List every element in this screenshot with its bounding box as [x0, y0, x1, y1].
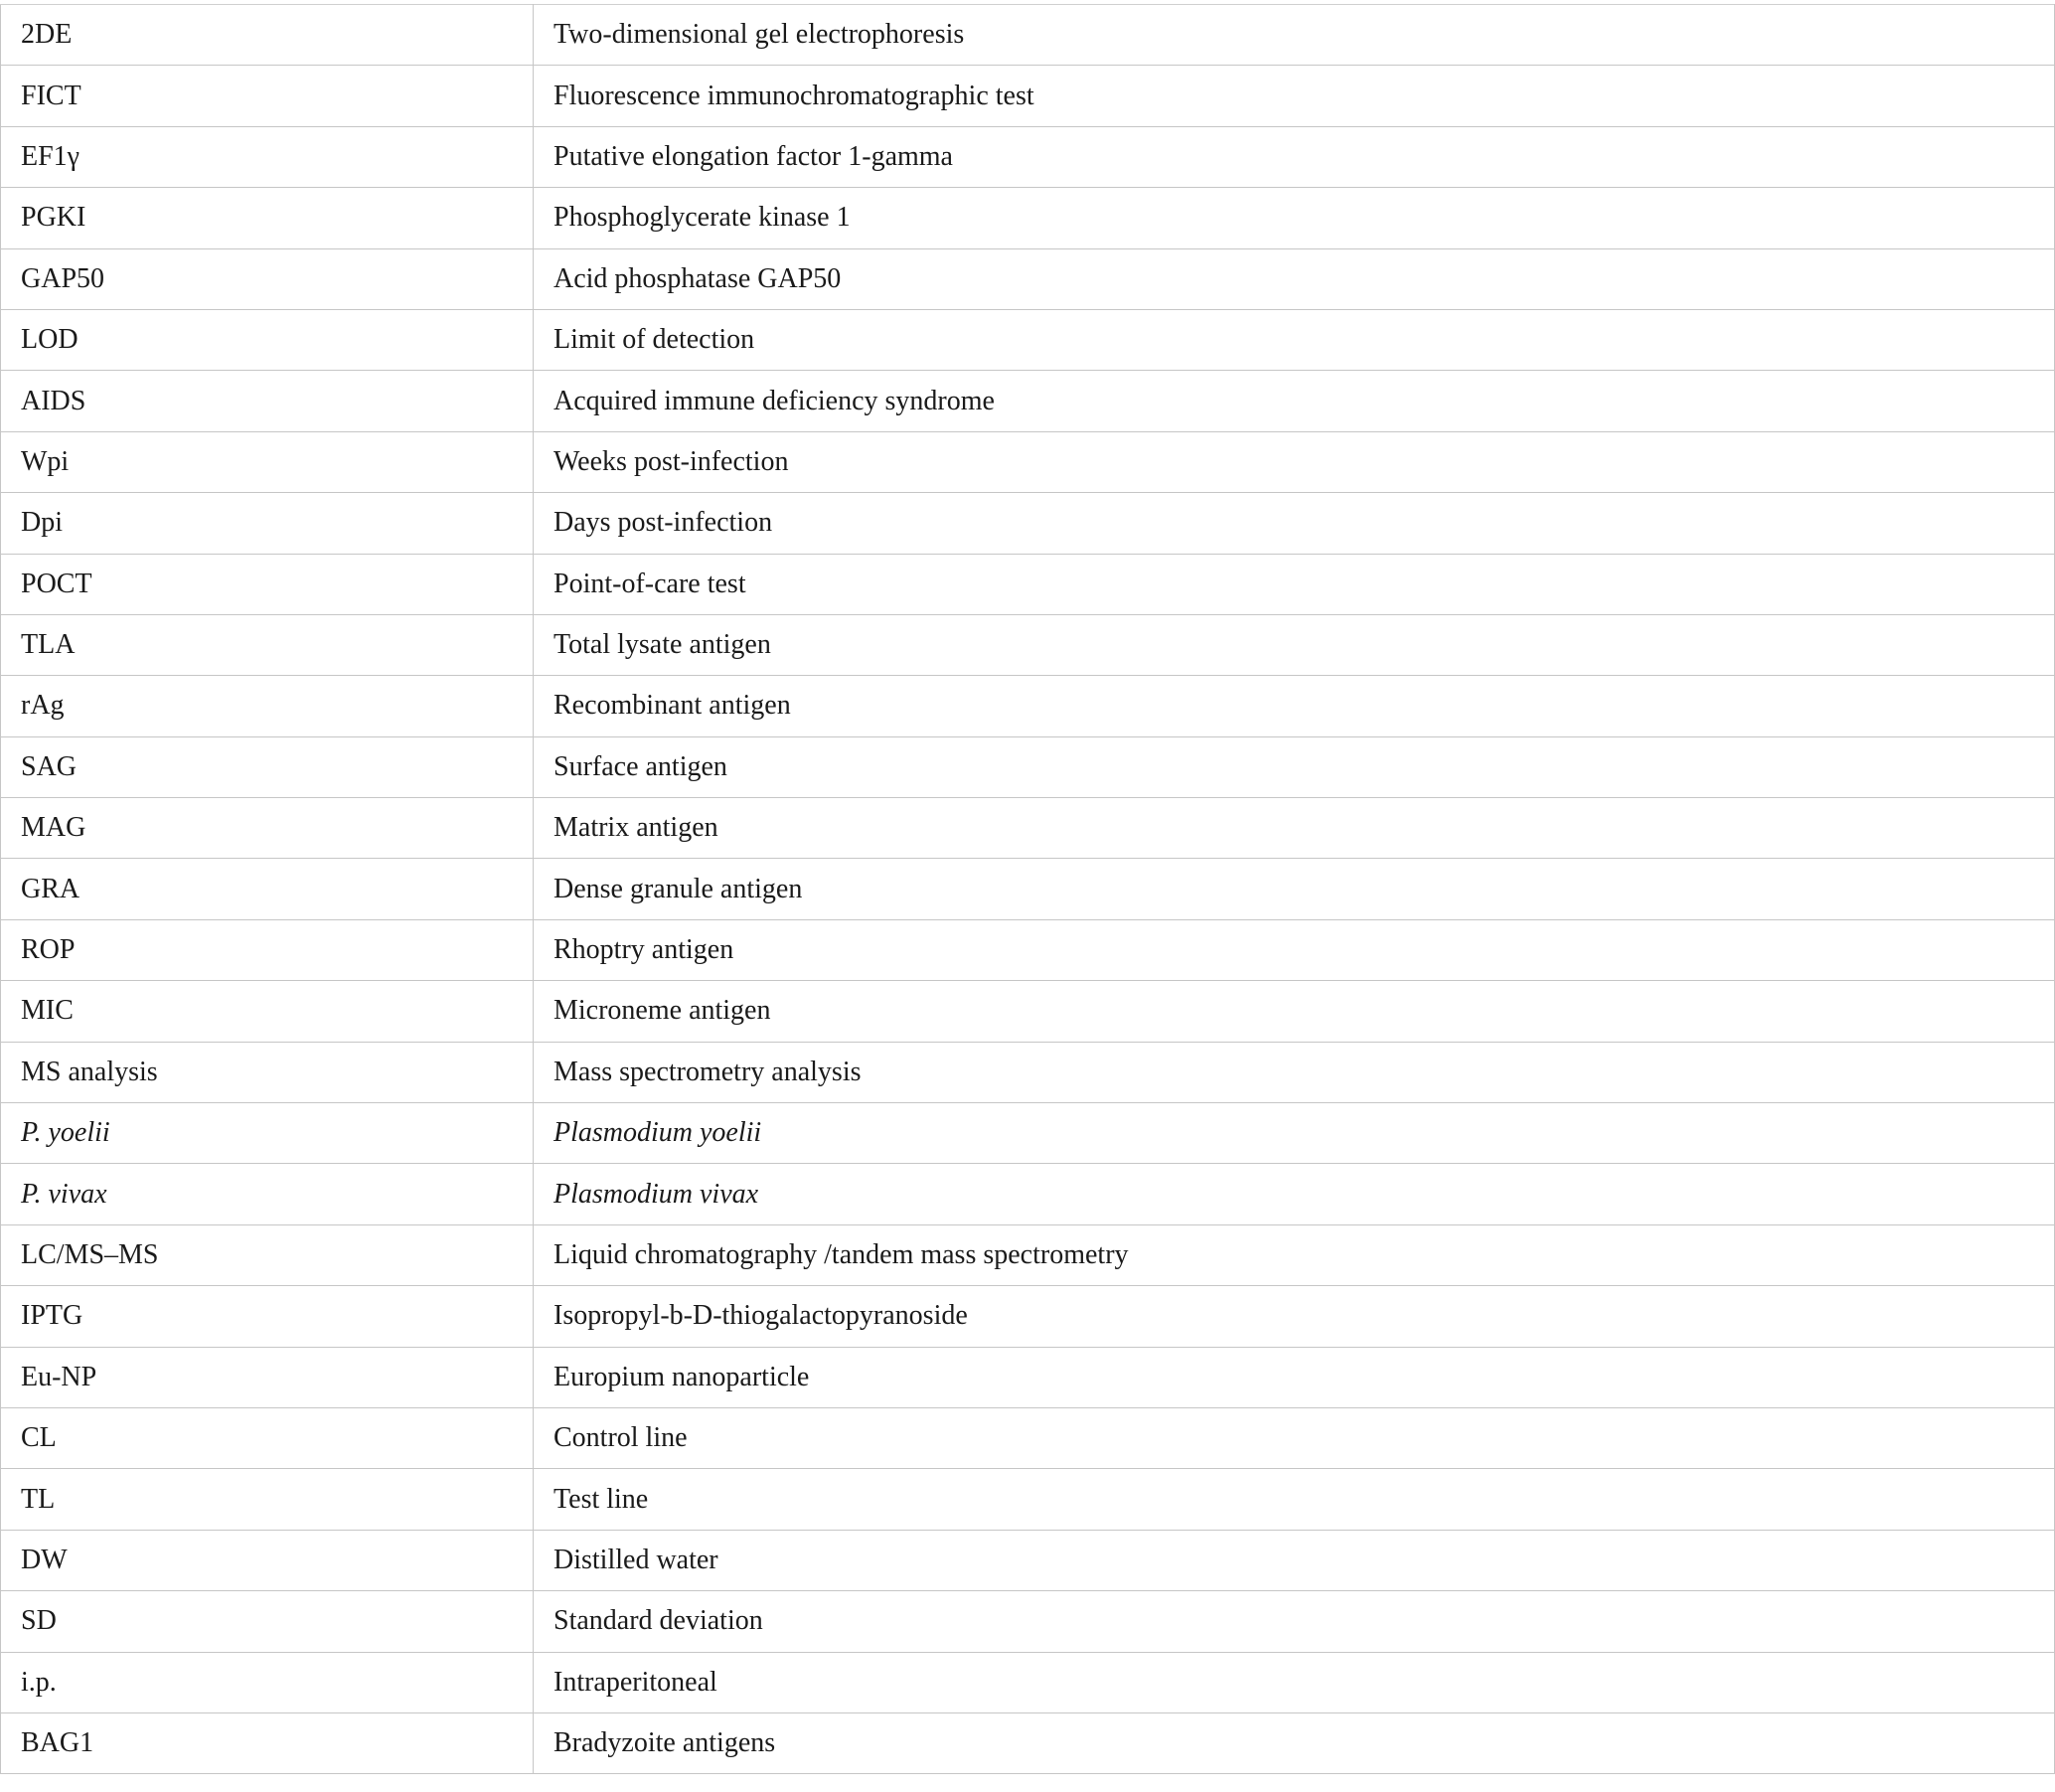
abbreviation-cell: rAg	[1, 676, 534, 736]
definition-cell: Distilled water	[534, 1530, 2055, 1590]
table-row	[1, 614, 2055, 675]
table-row	[1, 1103, 2055, 1164]
definition-cell: Total lysate antigen	[534, 614, 2055, 675]
definition-cell: Standard deviation	[534, 1591, 2055, 1652]
table-row	[1, 554, 2055, 614]
definition-cell: Matrix antigen	[534, 798, 2055, 859]
abbreviation-cell: CL	[1, 1407, 534, 1468]
definition-cell: Microneme antigen	[534, 981, 2055, 1042]
table-row	[1, 1469, 2055, 1530]
table-row	[1, 248, 2055, 309]
definition-cell: Point-of-care test	[534, 554, 2055, 614]
table-row	[1, 66, 2055, 126]
table-row	[1, 5, 2055, 66]
table-row	[1, 1164, 2055, 1224]
table-row	[1, 309, 2055, 370]
table-row	[1, 1712, 2055, 1773]
definition-cell: Phosphoglycerate kinase 1	[534, 188, 2055, 248]
table-row	[1, 126, 2055, 187]
definition-cell: Acquired immune deficiency syndrome	[534, 371, 2055, 431]
definition-cell: Intraperitoneal	[534, 1652, 2055, 1712]
table-row	[1, 1591, 2055, 1652]
abbreviations-table-body	[1, 5, 2055, 1774]
definition-cell: Putative elongation factor 1-gamma	[534, 126, 2055, 187]
abbreviation-cell: SD	[1, 1591, 534, 1652]
definition-cell: Dense granule antigen	[534, 859, 2055, 919]
table-row	[1, 188, 2055, 248]
abbreviations-table	[0, 4, 2055, 1774]
abbreviation-cell: Wpi	[1, 431, 534, 492]
table-row	[1, 1530, 2055, 1590]
definition-cell: Two-dimensional gel electrophoresis	[534, 5, 2055, 66]
definition-cell: Bradyzoite antigens	[534, 1712, 2055, 1773]
table-row	[1, 1347, 2055, 1407]
definition-cell: Isopropyl-b-D-thiogalactopyranoside	[534, 1286, 2055, 1347]
abbreviation-cell: PGKI	[1, 188, 534, 248]
abbreviation-cell: Dpi	[1, 493, 534, 554]
definition-cell: Acid phosphatase GAP50	[534, 248, 2055, 309]
definition-cell: Liquid chromatography /tandem mass spectrometry	[534, 1224, 2055, 1285]
table-row	[1, 493, 2055, 554]
table-row	[1, 736, 2055, 797]
abbreviation-cell: GRA	[1, 859, 534, 919]
abbreviation-cell: LOD	[1, 309, 534, 370]
table-row	[1, 981, 2055, 1042]
abbreviation-cell: MS analysis	[1, 1042, 534, 1102]
abbreviation-cell: ROP	[1, 919, 534, 980]
definition-cell: Mass spectrometry analysis	[534, 1042, 2055, 1102]
abbreviation-cell: BAG1	[1, 1712, 534, 1773]
abbreviation-cell: FICT	[1, 66, 534, 126]
table-row	[1, 798, 2055, 859]
definition-cell: Days post-infection	[534, 493, 2055, 554]
definition-cell: Limit of detection	[534, 309, 2055, 370]
abbreviation-cell: P. vivax	[1, 1164, 534, 1224]
abbreviation-cell: SAG	[1, 736, 534, 797]
definition-cell: Surface antigen	[534, 736, 2055, 797]
abbreviation-cell: TLA	[1, 614, 534, 675]
table-row	[1, 1407, 2055, 1468]
abbreviation-cell: POCT	[1, 554, 534, 614]
table-row	[1, 859, 2055, 919]
definition-cell: Test line	[534, 1469, 2055, 1530]
abbreviation-cell: AIDS	[1, 371, 534, 431]
abbreviation-cell: EF1γ	[1, 126, 534, 187]
table-row	[1, 1042, 2055, 1102]
definition-cell: Recombinant antigen	[534, 676, 2055, 736]
abbreviation-cell: MAG	[1, 798, 534, 859]
table-row	[1, 1652, 2055, 1712]
table-row	[1, 919, 2055, 980]
abbreviation-cell: 2DE	[1, 5, 534, 66]
abbreviation-cell: GAP50	[1, 248, 534, 309]
definition-cell: Plasmodium yoelii	[534, 1103, 2055, 1164]
table-row	[1, 431, 2055, 492]
definition-cell: Plasmodium vivax	[534, 1164, 2055, 1224]
table-row	[1, 1286, 2055, 1347]
abbreviation-cell: MIC	[1, 981, 534, 1042]
abbreviation-cell: Eu-NP	[1, 1347, 534, 1407]
definition-cell: Fluorescence immunochromatographic test	[534, 66, 2055, 126]
definition-cell: Europium nanoparticle	[534, 1347, 2055, 1407]
definition-cell: Control line	[534, 1407, 2055, 1468]
definition-cell: Weeks post-infection	[534, 431, 2055, 492]
abbreviation-cell: i.p.	[1, 1652, 534, 1712]
abbreviation-cell: P. yoelii	[1, 1103, 534, 1164]
abbreviation-cell: DW	[1, 1530, 534, 1590]
abbreviation-cell: IPTG	[1, 1286, 534, 1347]
abbreviation-cell: LC/MS–MS	[1, 1224, 534, 1285]
table-row	[1, 371, 2055, 431]
definition-cell: Rhoptry antigen	[534, 919, 2055, 980]
table-row	[1, 676, 2055, 736]
table-row	[1, 1224, 2055, 1285]
abbreviation-cell: TL	[1, 1469, 534, 1530]
